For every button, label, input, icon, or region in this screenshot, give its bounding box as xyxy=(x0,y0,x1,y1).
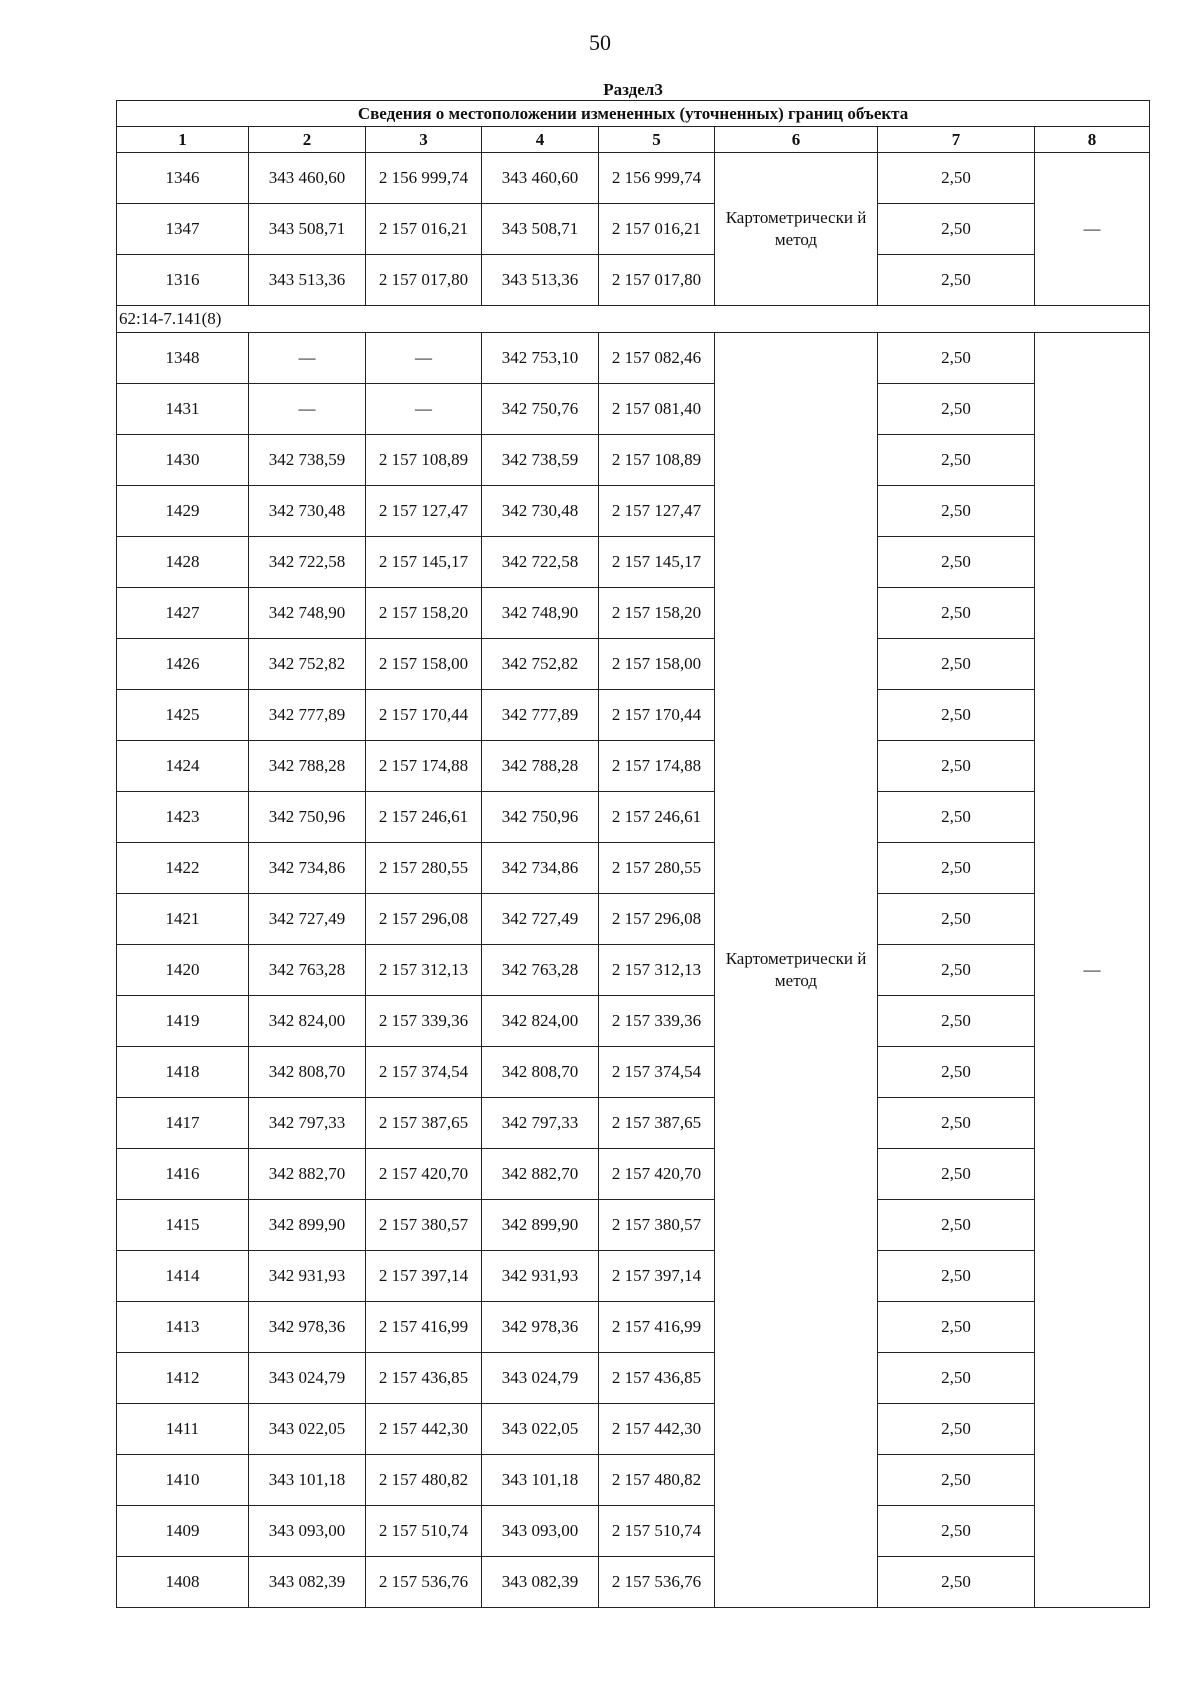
accuracy-cell: 2,50 xyxy=(878,690,1035,741)
table-cell: 1413 xyxy=(117,1302,249,1353)
table-row xyxy=(117,945,1150,996)
column-number-5: 5 xyxy=(599,127,715,153)
table-cell: 2 157 436,85 xyxy=(599,1353,715,1404)
table-cell: 1430 xyxy=(117,435,249,486)
accuracy-cell: 2,50 xyxy=(878,255,1035,306)
table-cell: 342 730,48 xyxy=(249,486,366,537)
table-cell: 2 157 158,00 xyxy=(366,639,482,690)
accuracy-cell: 2,50 xyxy=(878,384,1035,435)
method-cell: Картометрически й метод xyxy=(715,153,878,306)
table-cell: 2 157 158,00 xyxy=(599,639,715,690)
section-title: Раздел3 xyxy=(603,80,663,99)
table-cell: 342 931,93 xyxy=(249,1251,366,1302)
table-cell: 2 157 108,89 xyxy=(366,435,482,486)
table-cell: 1423 xyxy=(117,792,249,843)
table-row xyxy=(117,1098,1150,1149)
table-cell: 2 157 339,36 xyxy=(599,996,715,1047)
table-cell: 342 797,33 xyxy=(482,1098,599,1149)
table-cell: 2 157 280,55 xyxy=(366,843,482,894)
accuracy-cell: 2,50 xyxy=(878,486,1035,537)
table-cell: 2 157 442,30 xyxy=(366,1404,482,1455)
table-cell: 343 093,00 xyxy=(249,1506,366,1557)
table-cell: 2 157 158,20 xyxy=(366,588,482,639)
table-cell: 2 157 374,54 xyxy=(366,1047,482,1098)
column-number-7: 7 xyxy=(878,127,1035,153)
table-cell: 343 460,60 xyxy=(249,153,366,204)
table-cell: 2 157 081,40 xyxy=(599,384,715,435)
table-cell: 1420 xyxy=(117,945,249,996)
table-cell: 342 734,86 xyxy=(249,843,366,894)
column-number-6: 6 xyxy=(715,127,878,153)
table-row xyxy=(117,537,1150,588)
table-cell: 2 157 174,88 xyxy=(366,741,482,792)
table-row xyxy=(117,741,1150,792)
table-cell: 2 157 536,76 xyxy=(599,1557,715,1608)
accuracy-cell: 2,50 xyxy=(878,1251,1035,1302)
table-row xyxy=(117,894,1150,945)
table-cell: 2 157 296,08 xyxy=(599,894,715,945)
table-cell: 2 157 416,99 xyxy=(366,1302,482,1353)
table-row xyxy=(117,996,1150,1047)
table-row xyxy=(117,435,1150,486)
accuracy-cell: 2,50 xyxy=(878,1455,1035,1506)
note-cell: — xyxy=(1035,153,1150,306)
table-cell: 1417 xyxy=(117,1098,249,1149)
table-cell: — xyxy=(249,384,366,435)
table-cell: 342 931,93 xyxy=(482,1251,599,1302)
table-cell: 2 156 999,74 xyxy=(599,153,715,204)
table-cell: 1408 xyxy=(117,1557,249,1608)
table-cell: 1431 xyxy=(117,384,249,435)
table-cell: 342 748,90 xyxy=(482,588,599,639)
table-cell: 342 882,70 xyxy=(482,1149,599,1200)
table-cell: 342 752,82 xyxy=(482,639,599,690)
table-cell: 2 157 416,99 xyxy=(599,1302,715,1353)
table-cell: 342 738,59 xyxy=(249,435,366,486)
table-cell: 1416 xyxy=(117,1149,249,1200)
table-cell: 342 734,86 xyxy=(482,843,599,894)
table-cell: 342 978,36 xyxy=(482,1302,599,1353)
table-row xyxy=(117,1455,1150,1506)
table-cell: 342 763,28 xyxy=(249,945,366,996)
table-cell: 2 157 312,13 xyxy=(599,945,715,996)
table-cell: 343 024,79 xyxy=(249,1353,366,1404)
table-cell: 1418 xyxy=(117,1047,249,1098)
table-cell: 1316 xyxy=(117,255,249,306)
table-row xyxy=(117,1557,1150,1608)
table-cell: 343 022,05 xyxy=(249,1404,366,1455)
accuracy-cell: 2,50 xyxy=(878,1302,1035,1353)
table-cell: 2 157 442,30 xyxy=(599,1404,715,1455)
table-row xyxy=(117,1149,1150,1200)
accuracy-cell: 2,50 xyxy=(878,792,1035,843)
table-cell: 342 899,90 xyxy=(249,1200,366,1251)
table-row xyxy=(117,1200,1150,1251)
table-cell: 2 157 108,89 xyxy=(599,435,715,486)
table-row xyxy=(117,204,1150,255)
table-cell: 2 157 174,88 xyxy=(599,741,715,792)
table-row xyxy=(117,384,1150,435)
table-cell: 343 513,36 xyxy=(249,255,366,306)
table-cell: 342 752,82 xyxy=(249,639,366,690)
page-number: 50 xyxy=(589,30,611,55)
table-cell: 2 157 397,14 xyxy=(366,1251,482,1302)
table-cell: 342 808,70 xyxy=(482,1047,599,1098)
table-cell: 342 727,49 xyxy=(482,894,599,945)
table-cell: 2 157 170,44 xyxy=(366,690,482,741)
table-cell: 1428 xyxy=(117,537,249,588)
table-cell: 342 882,70 xyxy=(249,1149,366,1200)
table-row xyxy=(117,1251,1150,1302)
table-cell: 1409 xyxy=(117,1506,249,1557)
table-cell: 1427 xyxy=(117,588,249,639)
table-row xyxy=(117,255,1150,306)
table-cell: 342 899,90 xyxy=(482,1200,599,1251)
table-cell: 342 824,00 xyxy=(482,996,599,1047)
table-cell: 342 753,10 xyxy=(482,333,599,384)
accuracy-cell: 2,50 xyxy=(878,639,1035,690)
table-cell: 342 788,28 xyxy=(249,741,366,792)
table-cell: 2 157 480,82 xyxy=(599,1455,715,1506)
table-cell: 342 808,70 xyxy=(249,1047,366,1098)
table-cell: 2 157 082,46 xyxy=(599,333,715,384)
section-title-row xyxy=(117,80,1150,101)
accuracy-cell: 2,50 xyxy=(878,435,1035,486)
table-row xyxy=(117,1506,1150,1557)
table-cell: 1419 xyxy=(117,996,249,1047)
column-number-8: 8 xyxy=(1035,127,1150,153)
accuracy-cell: 2,50 xyxy=(878,204,1035,255)
table-cell: 342 978,36 xyxy=(249,1302,366,1353)
table-cell: 2 157 480,82 xyxy=(366,1455,482,1506)
table-cell: 2 156 999,74 xyxy=(366,153,482,204)
table-cell: 2 157 017,80 xyxy=(366,255,482,306)
column-number-row xyxy=(117,127,1150,153)
table-cell: 2 157 312,13 xyxy=(366,945,482,996)
table-row xyxy=(117,1353,1150,1404)
table-cell: 2 157 280,55 xyxy=(599,843,715,894)
accuracy-cell: 2,50 xyxy=(878,945,1035,996)
table-cell: 1415 xyxy=(117,1200,249,1251)
table-cell: 343 508,71 xyxy=(482,204,599,255)
table-cell: 343 082,39 xyxy=(249,1557,366,1608)
column-number-2: 2 xyxy=(249,127,366,153)
method-cell: Картометрически й метод xyxy=(715,333,878,1608)
accuracy-cell: 2,50 xyxy=(878,741,1035,792)
table-cell: 2 157 170,44 xyxy=(599,690,715,741)
table-row xyxy=(117,1404,1150,1455)
table-cell: 2 157 374,54 xyxy=(599,1047,715,1098)
table-cell: 2 157 016,21 xyxy=(366,204,482,255)
table-cell: 2 157 246,61 xyxy=(366,792,482,843)
table-cell: 342 777,89 xyxy=(249,690,366,741)
table-cell: 343 460,60 xyxy=(482,153,599,204)
table-cell: 1412 xyxy=(117,1353,249,1404)
table-cell: 2 157 397,14 xyxy=(599,1251,715,1302)
table-cell: 2 157 127,47 xyxy=(366,486,482,537)
accuracy-cell: 2,50 xyxy=(878,1149,1035,1200)
table-cell: — xyxy=(366,384,482,435)
table-cell: 2 157 380,57 xyxy=(599,1200,715,1251)
column-number-4: 4 xyxy=(482,127,599,153)
accuracy-cell: 2,50 xyxy=(878,537,1035,588)
table-cell: 342 750,96 xyxy=(249,792,366,843)
accuracy-cell: 2,50 xyxy=(878,894,1035,945)
table-cell: 2 157 158,20 xyxy=(599,588,715,639)
table-cell: 2 157 246,61 xyxy=(599,792,715,843)
table-cell: 1424 xyxy=(117,741,249,792)
table-row xyxy=(117,690,1150,741)
table-cell: 1348 xyxy=(117,333,249,384)
table-cell: 342 750,96 xyxy=(482,792,599,843)
table-cell: 2 157 380,57 xyxy=(366,1200,482,1251)
table-row xyxy=(117,1302,1150,1353)
table-cell: 2 157 510,74 xyxy=(599,1506,715,1557)
table-cell: 2 157 387,65 xyxy=(599,1098,715,1149)
accuracy-cell: 2,50 xyxy=(878,333,1035,384)
table-cell: 1426 xyxy=(117,639,249,690)
table-cell: 343 024,79 xyxy=(482,1353,599,1404)
table-cell: 1421 xyxy=(117,894,249,945)
note-cell: — xyxy=(1035,333,1150,1608)
table-cell: — xyxy=(366,333,482,384)
table-cell: 1425 xyxy=(117,690,249,741)
accuracy-cell: 2,50 xyxy=(878,1557,1035,1608)
table-cell: 342 824,00 xyxy=(249,996,366,1047)
table-cell: 342 797,33 xyxy=(249,1098,366,1149)
table-cell: 2 157 339,36 xyxy=(366,996,482,1047)
boundary-coordinates-table xyxy=(116,80,1150,1608)
table-cell: 2 157 016,21 xyxy=(599,204,715,255)
table-cell: 2 157 387,65 xyxy=(366,1098,482,1149)
table-cell: 343 082,39 xyxy=(482,1557,599,1608)
table-cell: 342 730,48 xyxy=(482,486,599,537)
table-title: Сведения о местоположении измененных (уточненных) границ объекта xyxy=(117,101,1150,127)
table-cell: — xyxy=(249,333,366,384)
table-row xyxy=(117,588,1150,639)
accuracy-cell: 2,50 xyxy=(878,1047,1035,1098)
table-cell: 2 157 017,80 xyxy=(599,255,715,306)
accuracy-cell: 2,50 xyxy=(878,1353,1035,1404)
column-number-3: 3 xyxy=(366,127,482,153)
accuracy-cell: 2,50 xyxy=(878,996,1035,1047)
table-cell: 342 727,49 xyxy=(249,894,366,945)
table-row xyxy=(117,486,1150,537)
parcel-group-row xyxy=(117,306,1150,333)
table-cell: 342 788,28 xyxy=(482,741,599,792)
accuracy-cell: 2,50 xyxy=(878,1200,1035,1251)
table-cell: 342 722,58 xyxy=(482,537,599,588)
table-cell: 343 022,05 xyxy=(482,1404,599,1455)
table-cell: 343 101,18 xyxy=(249,1455,366,1506)
table-cell: 2 157 420,70 xyxy=(599,1149,715,1200)
table-cell: 1414 xyxy=(117,1251,249,1302)
table-cell: 1429 xyxy=(117,486,249,537)
table-cell: 1410 xyxy=(117,1455,249,1506)
table-cell: 2 157 127,47 xyxy=(599,486,715,537)
table-cell: 342 777,89 xyxy=(482,690,599,741)
table-cell: 1411 xyxy=(117,1404,249,1455)
table-cell: 342 763,28 xyxy=(482,945,599,996)
table-cell: 342 748,90 xyxy=(249,588,366,639)
table-cell: 342 738,59 xyxy=(482,435,599,486)
table-cell: 1347 xyxy=(117,204,249,255)
table-title-row xyxy=(117,101,1150,127)
accuracy-cell: 2,50 xyxy=(878,153,1035,204)
table-cell: 343 513,36 xyxy=(482,255,599,306)
table-cell: 1346 xyxy=(117,153,249,204)
table-row xyxy=(117,1047,1150,1098)
table-cell: 342 722,58 xyxy=(249,537,366,588)
table-row xyxy=(117,333,1150,384)
table-cell: 2 157 510,74 xyxy=(366,1506,482,1557)
table-cell: 2 157 145,17 xyxy=(366,537,482,588)
table-cell: 343 508,71 xyxy=(249,204,366,255)
table-row xyxy=(117,792,1150,843)
table-row xyxy=(117,639,1150,690)
table-cell: 2 157 536,76 xyxy=(366,1557,482,1608)
table-cell: 2 157 436,85 xyxy=(366,1353,482,1404)
table-cell: 2 157 296,08 xyxy=(366,894,482,945)
table-cell: 343 093,00 xyxy=(482,1506,599,1557)
table-row xyxy=(117,843,1150,894)
column-number-1: 1 xyxy=(117,127,249,153)
table-cell: 2 157 420,70 xyxy=(366,1149,482,1200)
accuracy-cell: 2,50 xyxy=(878,1098,1035,1149)
accuracy-cell: 2,50 xyxy=(878,588,1035,639)
table-cell: 343 101,18 xyxy=(482,1455,599,1506)
accuracy-cell: 2,50 xyxy=(878,843,1035,894)
table-cell: 342 750,76 xyxy=(482,384,599,435)
accuracy-cell: 2,50 xyxy=(878,1506,1035,1557)
parcel-id-label: 62:14-7.141(8) xyxy=(117,306,1150,333)
table-cell: 1422 xyxy=(117,843,249,894)
table-row xyxy=(117,153,1150,204)
table-cell: 2 157 145,17 xyxy=(599,537,715,588)
accuracy-cell: 2,50 xyxy=(878,1404,1035,1455)
